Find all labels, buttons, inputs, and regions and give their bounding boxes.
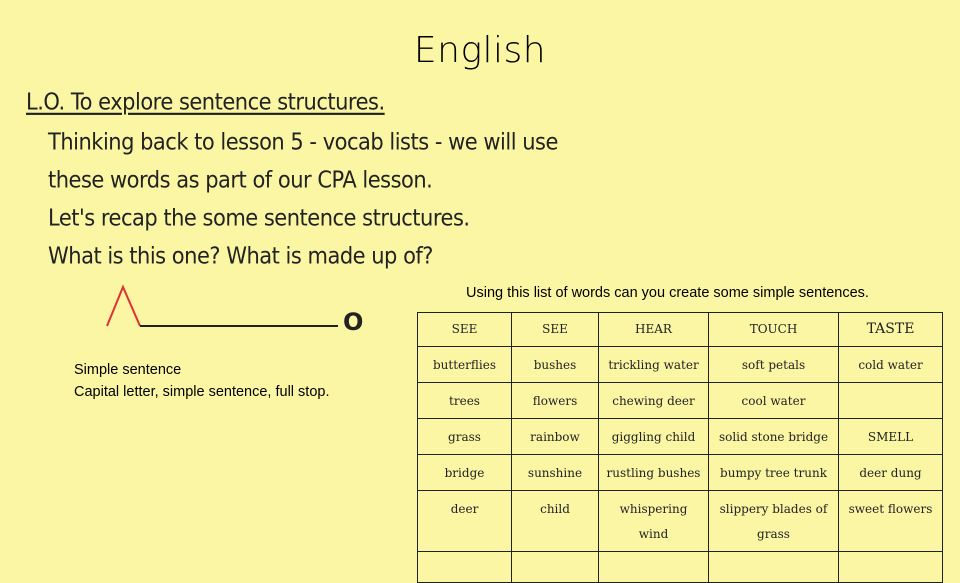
intro-line-4: What is this one? What is made up of? (48, 243, 433, 269)
table-cell: deer (418, 491, 512, 552)
sentence-structure-diagram (102, 282, 372, 332)
table-cell: child (512, 491, 599, 552)
learning-objective: L.O. To explore sentence structures. (26, 89, 385, 115)
table-cell: sweet flowers (839, 491, 943, 552)
table-cell: bridge (418, 455, 512, 491)
simple-sentence-description: Capital letter, simple sentence, full stop. (74, 384, 330, 400)
table-cell: chewing deer (599, 383, 709, 419)
table-row (418, 383, 943, 419)
table-cell (599, 552, 709, 583)
capital-letter-caret (107, 287, 140, 326)
simple-sentence-note (74, 359, 330, 403)
header-touch: TOUCH (709, 313, 839, 347)
table-cell: whispering wind (599, 491, 709, 552)
table-header-row (418, 313, 943, 347)
header-see-1: SEE (418, 313, 512, 347)
table-cell: flowers (512, 383, 599, 419)
intro-line-3: Let's recap the some sentence structures. (48, 205, 470, 231)
intro-line-2: these words as part of our CPA lesson. (48, 167, 433, 193)
table-cell: cool water (709, 383, 839, 419)
table-caption: Using this list of words can you create some simple sentences. (466, 285, 869, 301)
table-cell: rainbow (512, 419, 599, 455)
table-row (418, 419, 943, 455)
table-cell: slippery blades of grass (709, 491, 839, 552)
table-cell (839, 383, 943, 419)
table-cell: cold water (839, 347, 943, 383)
full-stop-marker: O (343, 308, 364, 332)
table-cell: giggling child (599, 419, 709, 455)
table-cell: deer dung (839, 455, 943, 491)
table-cell: trickling water (599, 347, 709, 383)
table-row (418, 455, 943, 491)
table-cell: bushes (512, 347, 599, 383)
simple-sentence-title: Simple sentence (74, 362, 182, 378)
table-cell: bumpy tree trunk (709, 455, 839, 491)
table-cell (418, 552, 512, 583)
header-hear: HEAR (599, 313, 709, 347)
header-taste: TASTE (839, 313, 943, 347)
table-cell: trees (418, 383, 512, 419)
table-row (418, 347, 943, 383)
table-row (418, 552, 943, 583)
header-see-2: SEE (512, 313, 599, 347)
table-cell: grass (418, 419, 512, 455)
table-cell: butterflies (418, 347, 512, 383)
table-cell (839, 552, 943, 583)
table-cell-smell-header: SMELL (839, 419, 943, 455)
table-cell: solid stone bridge (709, 419, 839, 455)
vocab-table (417, 312, 943, 583)
intro-line-1: Thinking back to lesson 5 - vocab lists - we will use (48, 129, 558, 155)
table-cell: rustling bushes (599, 455, 709, 491)
table-cell (512, 552, 599, 583)
slide-title: English (413, 30, 547, 71)
table-row (418, 491, 943, 552)
table-cell: soft petals (709, 347, 839, 383)
table-cell: sunshine (512, 455, 599, 491)
table-cell (709, 552, 839, 583)
